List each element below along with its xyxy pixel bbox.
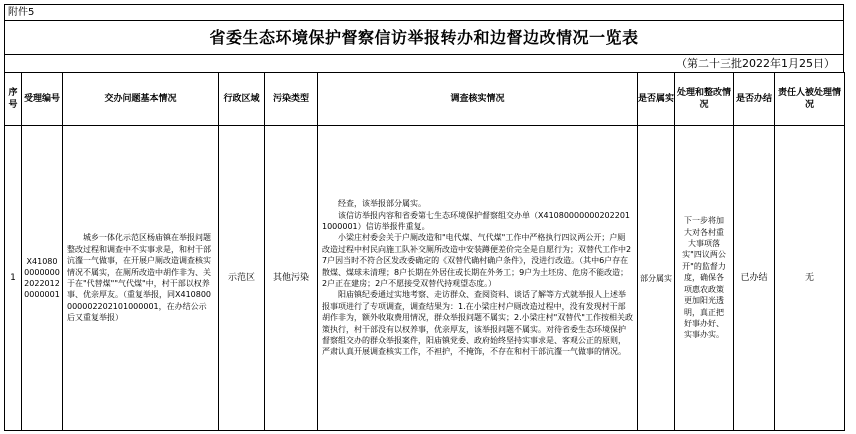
header-verified: 是否属实: [638, 73, 675, 126]
header-rectification: 处理和整改情况: [675, 73, 734, 126]
cell-pollution-type: 其他污染: [265, 126, 318, 431]
verified-text: 部分属实: [640, 273, 672, 283]
header-seq: 序号: [5, 73, 22, 126]
investigation-paragraph: 该信访举报内容和省委第七生态环境保护督察组交办单（X410800000002022011000001）信访举报件重复。: [322, 210, 631, 231]
header-closed: 是否办结: [734, 73, 775, 126]
cell-accountability: 无: [775, 126, 845, 431]
document-title: 省委生态环境保护督察信访举报转办和边督边改情况一览表: [4, 20, 844, 54]
batch-note: （第二十三批2022年1月25日）: [4, 54, 844, 72]
investigation-paragraph: 阳庙镇纪委通过实地考察、走访群众、查阅资料、谈话了解等方式就举报人上述举报事项进行了专项调查，调查结果为：1.在小梁庄村户厕改造过程中，没有发现村干部胡作非为，额外收取费用情况，群众举报问题不属实；2.小梁庄村"双替代"工作按相关政策执行，村干部没有以权养事，优亲厚友，该举报问题不属实。对待省委生态环境保护督察组交办的群众举报案件，阳庙镇党委、政府始终坚持实事求是、客观公正的原则，严肃认真开展调查核实工作，不袒护，不掩饰，不存在和村干部沆瀣一气做事的情况。: [322, 290, 633, 357]
header-issue: 交办问题基本情况: [63, 73, 219, 126]
table-row: [5, 126, 845, 431]
header-pollution-type: 污染类型: [265, 73, 318, 126]
rectification-text: 下一步将加大对各村重大事项落实"四议两公开"的监督力度，确保各项惠农政策更加阳光透明，真正把好事办好、实事办实。: [682, 216, 726, 340]
cell-case-no: [22, 126, 63, 431]
header-accountability: 责任人被处理情况: [775, 73, 845, 126]
cell-issue: [63, 126, 219, 431]
investigation-text: [318, 198, 637, 358]
cell-investigation: [318, 126, 638, 431]
case-no-text: X41080000000020220120000001: [24, 257, 60, 299]
cell-seq: 1: [5, 126, 22, 431]
attachment-label: 附件5: [4, 4, 844, 20]
investigation-paragraph: 经查，该举报部分属实。: [338, 199, 426, 209]
issue-text: 城乡一体化示范区杨庙镇在举报问题整改过程和调查中不实事求是，和村干部沆瀣一气做事，在开展户厕改造调查核实情况不属实，在厕所改造中胡作非为、关于在"代替煤""气代煤"中，村干部以权养事、优亲厚友。（重复举报，同X410800000002202101000001，在办结公示后又重复举报）: [67, 233, 212, 323]
table-header-row: [5, 73, 845, 126]
cell-district: 示范区: [219, 126, 265, 431]
header-district: 行政区域: [219, 73, 265, 126]
case-table: [4, 72, 845, 431]
investigation-paragraph: 小梁庄村委会关于户厕改造和"电代煤、气代煤"工作中严格执行四议两公开；户厕改造过程中村民向施工队补交厕所改造中安装蹲便差价完全是自愿行为；双替代工作中27户因当时不符合区发改委确定的《双替代确村确户条件》，没进行改造。（其中6户存在散煤、煤球未清理；8户长期在外居住或长期在外务工；9户为土坯房、危房不能改造；2户正在建房；2户不愿接受双替代持观望态度。）: [322, 233, 632, 288]
cell-verified: [638, 126, 675, 431]
cell-closed: 已办结: [734, 126, 775, 431]
header-case-no: 受理编号: [22, 73, 63, 126]
cell-rectification: [675, 126, 734, 431]
header-investigation: 调查核实情况: [318, 73, 638, 126]
